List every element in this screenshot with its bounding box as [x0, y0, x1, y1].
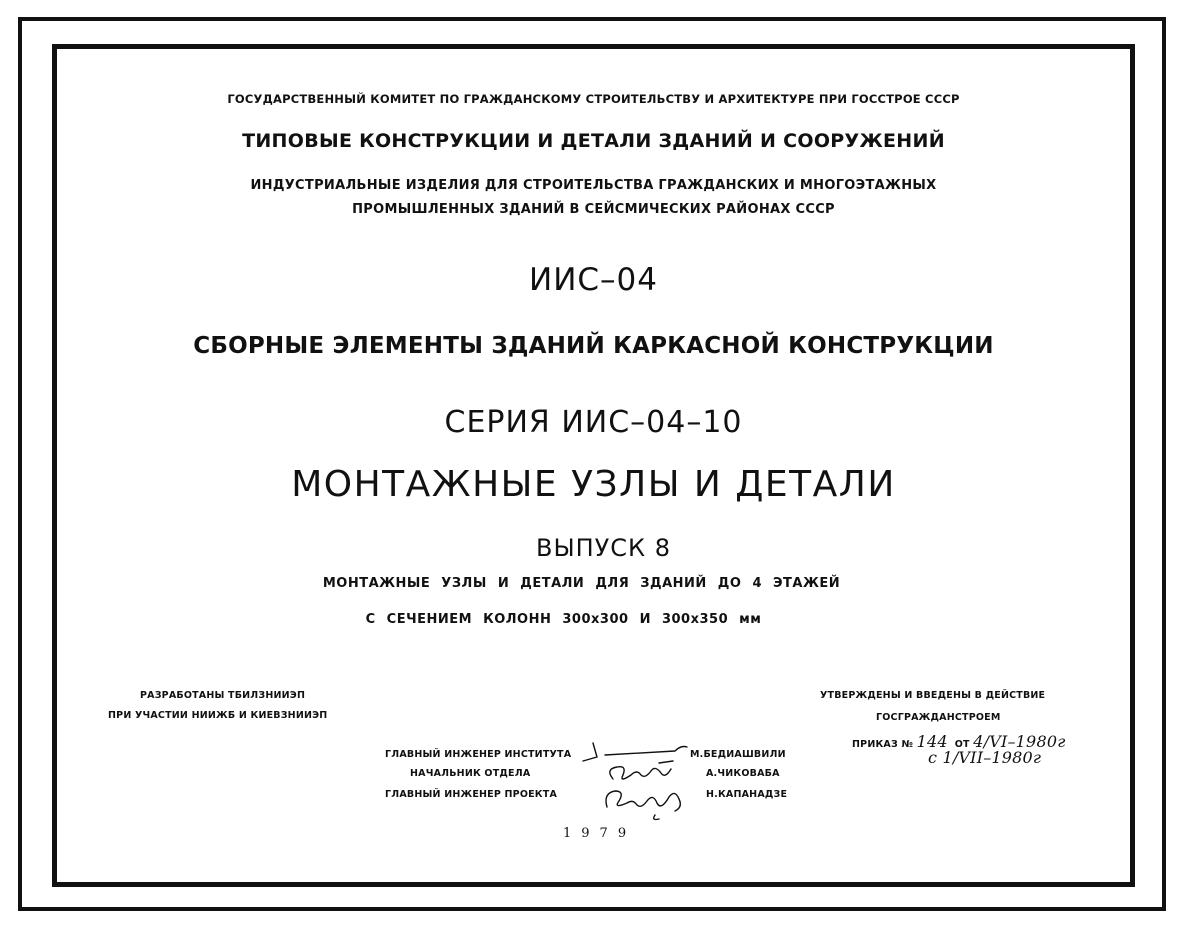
issue-description-line-2: С СЕЧЕНИЕМ КОЛОНН 300х300 И 300х350 мм [365, 612, 762, 627]
subtitle-line-1: ИНДУСТРИАЛЬНЫЕ ИЗДЕЛИЯ ДЛЯ СТРОИТЕЛЬСТВА ГРАЖДАНСКИХ И МНОГОЭТАЖНЫХ [250, 178, 937, 193]
order-from: ОТ [954, 739, 970, 750]
order-prefix: ПРИКАЗ № [852, 739, 914, 750]
order-date: 4/VI–1980г [973, 732, 1066, 751]
handwritten-signatures [575, 735, 705, 825]
signatory-role-2: НАЧАЛЬНИК ОТДЕЛА [410, 768, 531, 779]
main-title: МОНТАЖНЫЕ УЗЛЫ И ДЕТАЛИ [291, 464, 896, 505]
subtitle-line-2: ПРОМЫШЛЕННЫХ ЗДАНИЙ В СЕЙСМИЧЕСКИХ РАЙОНАХ СССР [352, 202, 835, 217]
developed-by-line-1: РАЗРАБОТАНЫ ТБИЛЗНИИЭП [140, 690, 306, 701]
signatory-name-1: М.БЕДИАШВИЛИ [690, 749, 786, 760]
approved-line-1: УТВЕРЖДЕНЫ И ВВЕДЕНЫ В ДЕЙСТВИЕ [820, 690, 1046, 701]
approved-line-2: ГОСГРАЖДАНСТРОЕМ [876, 712, 1001, 723]
developed-by-line-2: ПРИ УЧАСТИИ НИИЖБ И КИЕВЗНИИЭП [108, 710, 328, 721]
order-number: 144 [916, 732, 948, 751]
effective-date: с 1/VII–1980г [928, 748, 1042, 767]
code-heading: ИИС–04 [529, 262, 658, 298]
signatory-name-3: Н.КАПАНАДЗЕ [706, 789, 788, 800]
signatory-role-1: ГЛАВНЫЙ ИНЖЕНЕР ИНСТИТУТА [385, 749, 572, 760]
series-heading: СЕРИЯ ИИС–04–10 [444, 405, 743, 440]
section-title: СБОРНЫЕ ЭЛЕМЕНТЫ ЗДАНИЙ КАРКАСНОЙ КОНСТРУКЦИИ [193, 333, 994, 359]
signatory-name-2: А.ЧИКОВАБА [706, 768, 780, 779]
committee-heading: ГОСУДАРСТВЕННЫЙ КОМИТЕТ ПО ГРАЖДАНСКОМУ СТРОИТЕЛЬСТВУ И АРХИТЕКТУРЕ ПРИ ГОССТРОЕ СССР [227, 92, 960, 106]
signatory-role-3: ГЛАВНЫЙ ИНЖЕНЕР ПРОЕКТА [385, 789, 557, 800]
issue-description-line-1: МОНТАЖНЫЕ УЗЛЫ И ДЕТАЛИ ДЛЯ ЗДАНИЙ ДО 4 ЭТАЖЕЙ [322, 576, 841, 591]
publication-year: 1979 [563, 826, 637, 841]
collection-title: ТИПОВЫЕ КОНСТРУКЦИИ И ДЕТАЛИ ЗДАНИЙ И СООРУЖЕНИЙ [242, 130, 945, 152]
issue-heading: ВЫПУСК 8 [535, 534, 671, 562]
